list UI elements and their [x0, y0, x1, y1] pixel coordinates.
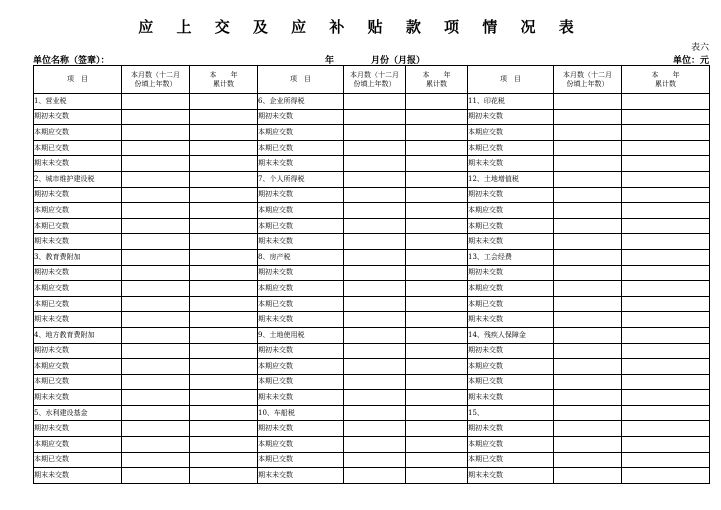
cumulative-value-cell[interactable] — [622, 296, 710, 312]
monthly-value-cell[interactable] — [554, 343, 622, 359]
cumulative-value-cell[interactable] — [622, 390, 710, 406]
row-label: 本期已交数 — [258, 140, 344, 156]
monthly-value-cell[interactable] — [554, 281, 622, 297]
cumulative-value-cell[interactable] — [190, 140, 258, 156]
row-label: 本期应交数 — [258, 359, 344, 375]
row-label: 本期已交数 — [34, 374, 122, 390]
monthly-value-cell[interactable] — [344, 281, 406, 297]
cumulative-value-cell[interactable] — [622, 234, 710, 250]
monthly-value-cell[interactable] — [344, 312, 406, 328]
row-label: 期末未交数 — [468, 234, 554, 250]
row-label: 期初未交数 — [468, 187, 554, 203]
header-item: 项 目 — [34, 66, 122, 94]
cumulative-value-cell[interactable] — [406, 125, 468, 141]
table-row — [34, 343, 710, 359]
monthly-value-cell[interactable] — [122, 265, 190, 281]
cumulative-value-cell[interactable] — [190, 359, 258, 375]
monthly-value-cell[interactable] — [554, 390, 622, 406]
tax-category-label: 3、教育费附加 — [34, 249, 122, 265]
row-label: 期初未交数 — [468, 343, 554, 359]
cumulative-value-cell[interactable] — [406, 405, 468, 421]
row-label: 期末未交数 — [258, 468, 344, 484]
header-item: 项 目 — [468, 66, 554, 94]
cumulative-value-cell[interactable] — [190, 468, 258, 484]
monthly-value-cell[interactable] — [554, 94, 622, 110]
cumulative-value-cell[interactable] — [190, 452, 258, 468]
row-label: 期初未交数 — [258, 343, 344, 359]
cumulative-value-cell[interactable] — [190, 312, 258, 328]
row-label: 本期应交数 — [258, 437, 344, 453]
row-label: 期初未交数 — [468, 109, 554, 125]
cumulative-value-cell[interactable] — [190, 405, 258, 421]
row-label: 期末未交数 — [258, 312, 344, 328]
row-label: 本期应交数 — [34, 437, 122, 453]
monthly-value-cell[interactable] — [554, 296, 622, 312]
cumulative-value-cell[interactable] — [406, 343, 468, 359]
monthly-value-cell[interactable] — [554, 421, 622, 437]
row-label: 本期已交数 — [34, 140, 122, 156]
monthly-value-cell[interactable] — [554, 187, 622, 203]
cumulative-value-cell[interactable] — [190, 343, 258, 359]
row-label: 本期已交数 — [468, 374, 554, 390]
tax-category-label: 9、土地使用税 — [258, 327, 344, 343]
monthly-value-cell[interactable] — [554, 312, 622, 328]
row-label: 期末未交数 — [34, 234, 122, 250]
row-label: 本期应交数 — [258, 203, 344, 219]
row-label: 期末未交数 — [468, 390, 554, 406]
year-label: 年 — [325, 56, 335, 66]
cumulative-value-cell[interactable] — [406, 140, 468, 156]
header-item: 项 目 — [258, 66, 344, 94]
cumulative-value-cell[interactable] — [622, 405, 710, 421]
tax-category-label: 7、个人所得税 — [258, 171, 344, 187]
monthly-value-cell[interactable] — [554, 125, 622, 141]
row-label: 本期应交数 — [468, 437, 554, 453]
tax-category-label: 4、地方教育费附加 — [34, 327, 122, 343]
table-row — [34, 359, 710, 375]
row-label: 期初未交数 — [34, 109, 122, 125]
cumulative-value-cell[interactable] — [190, 218, 258, 234]
cumulative-value-cell[interactable] — [622, 265, 710, 281]
tax-category-label: 12、土地增值税 — [468, 171, 554, 187]
row-label: 本期应交数 — [258, 125, 344, 141]
cumulative-value-cell[interactable] — [406, 156, 468, 172]
table-row — [34, 109, 710, 125]
monthly-value-cell[interactable] — [554, 452, 622, 468]
row-label: 本期应交数 — [258, 281, 344, 297]
monthly-value-cell[interactable] — [122, 187, 190, 203]
row-label: 本期应交数 — [468, 359, 554, 375]
cumulative-value-cell[interactable] — [406, 249, 468, 265]
monthly-value-cell[interactable] — [122, 109, 190, 125]
cumulative-value-cell[interactable] — [406, 109, 468, 125]
cumulative-value-cell[interactable] — [406, 468, 468, 484]
monthly-value-cell[interactable] — [554, 109, 622, 125]
row-label: 本期已交数 — [34, 452, 122, 468]
cumulative-value-cell[interactable] — [622, 94, 710, 110]
tax-category-label: 1、营业税 — [34, 94, 122, 110]
cumulative-value-cell[interactable] — [406, 296, 468, 312]
monthly-value-cell[interactable] — [122, 452, 190, 468]
monthly-value-cell[interactable] — [344, 249, 406, 265]
cumulative-value-cell[interactable] — [190, 171, 258, 187]
cumulative-value-cell[interactable] — [190, 125, 258, 141]
cumulative-value-cell[interactable] — [622, 203, 710, 219]
cumulative-value-cell[interactable] — [622, 374, 710, 390]
table-row — [34, 452, 710, 468]
cumulative-value-cell[interactable] — [406, 218, 468, 234]
monthly-value-cell[interactable] — [344, 390, 406, 406]
monthly-value-cell[interactable] — [122, 94, 190, 110]
monthly-value-cell[interactable] — [554, 249, 622, 265]
cumulative-value-cell[interactable] — [622, 140, 710, 156]
monthly-value-cell[interactable] — [122, 312, 190, 328]
cumulative-value-cell[interactable] — [622, 109, 710, 125]
cumulative-value-cell[interactable] — [190, 156, 258, 172]
monthly-value-cell[interactable] — [122, 437, 190, 453]
row-label: 期初未交数 — [34, 343, 122, 359]
monthly-value-cell[interactable] — [344, 171, 406, 187]
monthly-value-cell[interactable] — [554, 437, 622, 453]
row-label: 期末未交数 — [468, 468, 554, 484]
table-row — [34, 140, 710, 156]
monthly-value-cell[interactable] — [122, 390, 190, 406]
cumulative-value-cell[interactable] — [406, 171, 468, 187]
tax-category-label: 8、房产税 — [258, 249, 344, 265]
cumulative-value-cell[interactable] — [622, 156, 710, 172]
monthly-value-cell[interactable] — [122, 359, 190, 375]
table-row — [34, 468, 710, 484]
table-row — [34, 203, 710, 219]
monthly-value-cell[interactable] — [554, 218, 622, 234]
cumulative-value-cell[interactable] — [622, 421, 710, 437]
cumulative-value-cell[interactable] — [406, 452, 468, 468]
table-row — [34, 265, 710, 281]
tax-category-label: 10、车船税 — [258, 405, 344, 421]
monthly-value-cell[interactable] — [122, 140, 190, 156]
monthly-value-cell[interactable] — [122, 281, 190, 297]
header-monthly: 本月数（十二月 份填上年数） — [554, 66, 622, 94]
row-label: 本期应交数 — [468, 203, 554, 219]
monthly-value-cell[interactable] — [344, 265, 406, 281]
table-row — [34, 390, 710, 406]
row-label: 期初未交数 — [468, 421, 554, 437]
monthly-value-cell[interactable] — [554, 468, 622, 484]
row-label: 本期已交数 — [34, 218, 122, 234]
cumulative-value-cell[interactable] — [622, 249, 710, 265]
row-label: 期初未交数 — [34, 265, 122, 281]
monthly-value-cell[interactable] — [122, 421, 190, 437]
cumulative-value-cell[interactable] — [190, 421, 258, 437]
monthly-value-cell[interactable] — [344, 109, 406, 125]
table-row — [34, 296, 710, 312]
row-label: 本期已交数 — [468, 140, 554, 156]
tax-category-label: 14、残疾人保障金 — [468, 327, 554, 343]
monthly-value-cell[interactable] — [122, 218, 190, 234]
table-row — [34, 218, 710, 234]
header-cumulative: 本 年 累计数 — [622, 66, 710, 94]
row-label: 本期已交数 — [468, 452, 554, 468]
row-label: 本期已交数 — [258, 452, 344, 468]
table-row — [34, 187, 710, 203]
cumulative-value-cell[interactable] — [190, 203, 258, 219]
row-label: 本期已交数 — [468, 218, 554, 234]
monthly-value-cell[interactable] — [344, 327, 406, 343]
report-title: 应 上 交 及 应 补 贴 款 项 情 况 表 — [138, 18, 583, 36]
header-monthly: 本月数（十二月 份填上年数） — [122, 66, 190, 94]
row-label: 本期应交数 — [34, 203, 122, 219]
row-label: 本期应交数 — [34, 281, 122, 297]
header-row — [34, 66, 710, 94]
cumulative-value-cell[interactable] — [190, 265, 258, 281]
cumulative-value-cell[interactable] — [406, 421, 468, 437]
table-row — [34, 437, 710, 453]
tax-category-label: 2、城市维护建设税 — [34, 171, 122, 187]
cumulative-value-cell[interactable] — [190, 374, 258, 390]
monthly-value-cell[interactable] — [122, 327, 190, 343]
cumulative-value-cell[interactable] — [622, 312, 710, 328]
row-label: 期末未交数 — [258, 390, 344, 406]
row-label: 本期应交数 — [468, 125, 554, 141]
cumulative-value-cell[interactable] — [622, 218, 710, 234]
row-label: 期初未交数 — [258, 421, 344, 437]
cumulative-value-cell[interactable] — [622, 125, 710, 141]
row-label: 本期已交数 — [468, 296, 554, 312]
monthly-value-cell[interactable] — [344, 94, 406, 110]
header-monthly: 本月数（十二月 份填上年数） — [344, 66, 406, 94]
table-row — [34, 125, 710, 141]
row-label: 期末未交数 — [34, 156, 122, 172]
monthly-value-cell[interactable] — [344, 187, 406, 203]
table-row — [34, 156, 710, 172]
monthly-value-cell[interactable] — [344, 218, 406, 234]
cumulative-value-cell[interactable] — [406, 234, 468, 250]
cumulative-value-cell[interactable] — [190, 390, 258, 406]
monthly-value-cell[interactable] — [122, 374, 190, 390]
cumulative-value-cell[interactable] — [190, 234, 258, 250]
monthly-value-cell[interactable] — [122, 171, 190, 187]
tax-category-label: 6、企业所得税 — [258, 94, 344, 110]
table-row — [34, 421, 710, 437]
monthly-value-cell[interactable] — [554, 265, 622, 281]
table-row — [34, 312, 710, 328]
cumulative-value-cell[interactable] — [190, 249, 258, 265]
category-row — [34, 94, 710, 110]
row-label: 期末未交数 — [258, 234, 344, 250]
tax-category-label: 13、工会经费 — [468, 249, 554, 265]
monthly-value-cell[interactable] — [122, 296, 190, 312]
cumulative-value-cell[interactable] — [622, 452, 710, 468]
monthly-value-cell[interactable] — [344, 296, 406, 312]
table-row — [34, 281, 710, 297]
cumulative-value-cell[interactable] — [622, 327, 710, 343]
header-cumulative: 本 年 累计数 — [190, 66, 258, 94]
cumulative-value-cell[interactable] — [406, 265, 468, 281]
monthly-value-cell[interactable] — [554, 327, 622, 343]
row-label: 本期应交数 — [34, 359, 122, 375]
monthly-value-cell[interactable] — [344, 421, 406, 437]
cumulative-value-cell[interactable] — [406, 390, 468, 406]
table-number: 表六 — [690, 43, 709, 53]
cumulative-value-cell[interactable] — [622, 343, 710, 359]
monthly-value-cell[interactable] — [344, 203, 406, 219]
monthly-value-cell[interactable] — [344, 156, 406, 172]
cumulative-value-cell[interactable] — [190, 296, 258, 312]
monthly-value-cell[interactable] — [344, 468, 406, 484]
cumulative-value-cell[interactable] — [406, 203, 468, 219]
tax-category-label: 15、 — [468, 405, 554, 421]
unit-name-label: 单位名称（签章）： — [33, 56, 110, 66]
cumulative-value-cell[interactable] — [406, 281, 468, 297]
category-row — [34, 405, 710, 421]
monthly-value-cell[interactable] — [122, 249, 190, 265]
row-label: 期初未交数 — [34, 187, 122, 203]
cumulative-value-cell[interactable] — [190, 109, 258, 125]
cumulative-value-cell[interactable] — [406, 312, 468, 328]
monthly-value-cell[interactable] — [344, 234, 406, 250]
table-row — [34, 234, 710, 250]
month-label: 月份（月报） — [371, 56, 426, 66]
monthly-value-cell[interactable] — [554, 374, 622, 390]
row-label: 期末未交数 — [34, 468, 122, 484]
header-cumulative: 本 年 累计数 — [406, 66, 468, 94]
monthly-value-cell[interactable] — [554, 234, 622, 250]
monthly-value-cell[interactable] — [554, 171, 622, 187]
row-label: 期末未交数 — [258, 156, 344, 172]
monthly-value-cell[interactable] — [344, 343, 406, 359]
cumulative-value-cell[interactable] — [406, 437, 468, 453]
cumulative-value-cell[interactable] — [190, 187, 258, 203]
row-label: 期初未交数 — [258, 187, 344, 203]
row-label: 期初未交数 — [258, 109, 344, 125]
cumulative-value-cell[interactable] — [622, 437, 710, 453]
tax-category-label: 5、水利建设基金 — [34, 405, 122, 421]
category-row — [34, 249, 710, 265]
cumulative-value-cell[interactable] — [406, 359, 468, 375]
cumulative-value-cell[interactable] — [190, 327, 258, 343]
category-row — [34, 327, 710, 343]
monthly-value-cell[interactable] — [122, 343, 190, 359]
monthly-value-cell[interactable] — [344, 374, 406, 390]
row-label: 期初未交数 — [34, 421, 122, 437]
table-row — [34, 374, 710, 390]
row-label: 期末未交数 — [34, 312, 122, 328]
cumulative-value-cell[interactable] — [190, 94, 258, 110]
row-label: 本期应交数 — [34, 125, 122, 141]
monthly-value-cell[interactable] — [554, 359, 622, 375]
row-label: 本期已交数 — [258, 296, 344, 312]
row-label: 期末未交数 — [34, 390, 122, 406]
monthly-value-cell[interactable] — [344, 140, 406, 156]
cumulative-value-cell[interactable] — [622, 281, 710, 297]
monthly-value-cell[interactable] — [554, 156, 622, 172]
row-label: 本期已交数 — [34, 296, 122, 312]
cumulative-value-cell[interactable] — [622, 187, 710, 203]
monthly-value-cell[interactable] — [344, 437, 406, 453]
monthly-value-cell[interactable] — [122, 468, 190, 484]
row-label: 本期已交数 — [258, 374, 344, 390]
monthly-value-cell[interactable] — [344, 405, 406, 421]
monthly-value-cell[interactable] — [122, 203, 190, 219]
monthly-value-cell[interactable] — [122, 405, 190, 421]
cumulative-value-cell[interactable] — [622, 359, 710, 375]
cumulative-value-cell[interactable] — [622, 468, 710, 484]
monthly-value-cell[interactable] — [344, 452, 406, 468]
row-label: 本期应交数 — [468, 281, 554, 297]
cumulative-value-cell[interactable] — [406, 327, 468, 343]
cumulative-value-cell[interactable] — [406, 374, 468, 390]
monthly-value-cell[interactable] — [554, 203, 622, 219]
currency-unit-label: 单位：元 — [672, 56, 709, 66]
monthly-value-cell[interactable] — [554, 405, 622, 421]
monthly-value-cell[interactable] — [344, 125, 406, 141]
cumulative-value-cell[interactable] — [406, 187, 468, 203]
row-label: 期初未交数 — [468, 265, 554, 281]
row-label: 期初未交数 — [258, 265, 344, 281]
cumulative-value-cell[interactable] — [190, 437, 258, 453]
tax-payables-table — [33, 65, 710, 484]
row-label: 本期已交数 — [258, 218, 344, 234]
cumulative-value-cell[interactable] — [406, 94, 468, 110]
row-label: 期末未交数 — [468, 156, 554, 172]
monthly-value-cell[interactable] — [122, 234, 190, 250]
monthly-value-cell[interactable] — [344, 359, 406, 375]
monthly-value-cell[interactable] — [554, 140, 622, 156]
monthly-value-cell[interactable] — [122, 125, 190, 141]
category-row — [34, 171, 710, 187]
monthly-value-cell[interactable] — [122, 156, 190, 172]
row-label: 期末未交数 — [468, 312, 554, 328]
cumulative-value-cell[interactable] — [190, 281, 258, 297]
tax-category-label: 11、印花税 — [468, 94, 554, 110]
cumulative-value-cell[interactable] — [622, 171, 710, 187]
